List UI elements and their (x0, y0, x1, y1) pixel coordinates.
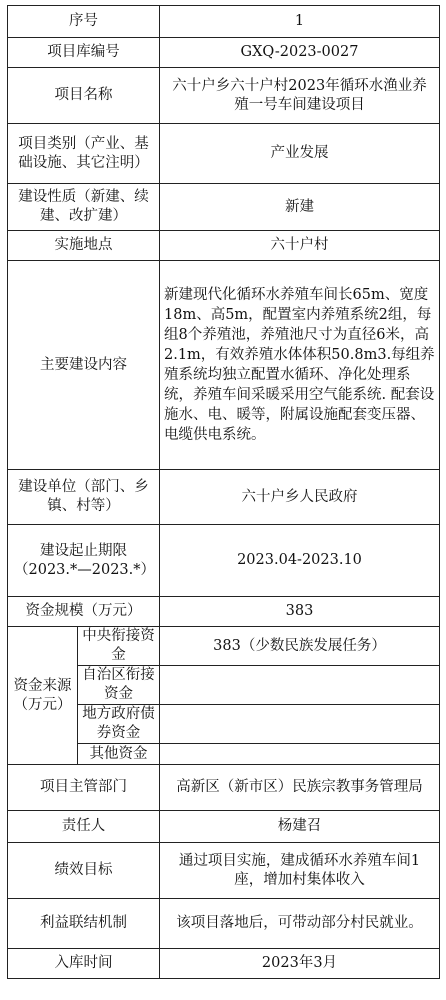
benefit-label: 利益联结机制 (8, 899, 160, 949)
funding-region-label: 自治区衔接资金 (78, 666, 160, 705)
content-label: 主要建设内容 (8, 261, 160, 470)
row-location (8, 231, 440, 261)
unit-label: 建设单位（部门、乡镇、村等） (8, 470, 160, 525)
funding-bond-value (160, 705, 440, 744)
seq-value: 1 (160, 6, 440, 38)
name-value: 六十户乡六十户村2023年循环水渔业养殖一号车间建设项目 (160, 68, 440, 124)
seq-label: 序号 (8, 6, 160, 38)
content-value: 新建现代化循环水养殖车间长65m、宽度18m、高5m，配置室内养殖系统2组，每组8个养殖池，养殖池尺寸为直径6米，高2.1m，有效养殖水体体积50.8m3.每组养 殖系统均独立配置水循环、净化处理系统，养殖车间采暖采用空气能系统. 配套设施水、电、暖等，附属设施配套变压器、电缆供电系统。 (160, 261, 440, 470)
funding-bond-label: 地方政府债券资金 (78, 705, 160, 744)
date-value: 2023年3月 (160, 949, 440, 979)
funding-region-value (160, 666, 440, 705)
person-label: 责任人 (8, 811, 160, 843)
category-value: 产业发展 (160, 124, 440, 184)
dept-label: 项目主管部门 (8, 765, 160, 811)
unit-value: 六十户乡人民政府 (160, 470, 440, 525)
dept-value: 高新区（新市区）民族宗教事务管理局 (160, 765, 440, 811)
row-funding-central (8, 627, 440, 666)
row-period (8, 525, 440, 597)
funding-other-value (160, 744, 440, 765)
period-label: 建设起止期限（2023.*—2023.*） (8, 525, 160, 597)
row-dept (8, 765, 440, 811)
scale-value: 383 (160, 597, 440, 627)
row-category (8, 124, 440, 184)
row-target (8, 843, 440, 899)
funding-label: 资金来源（万元） (8, 627, 78, 765)
benefit-value: 该项目落地后，可带动部分村民就业。 (160, 899, 440, 949)
date-label: 入库时间 (8, 949, 160, 979)
category-label: 项目类别（产业、基础设施、其它注明） (8, 124, 160, 184)
funding-other-label: 其他资金 (78, 744, 160, 765)
row-person (8, 811, 440, 843)
location-value: 六十户村 (160, 231, 440, 261)
row-date (8, 949, 440, 979)
row-scale (8, 597, 440, 627)
project-info-table (7, 5, 440, 979)
row-seq (8, 6, 440, 38)
target-value: 通过项目实施，建成循环水养殖车间1座，增加村集体收入 (160, 843, 440, 899)
row-nature (8, 184, 440, 231)
name-label: 项目名称 (8, 68, 160, 124)
code-value: GXQ-2023-0027 (160, 38, 440, 68)
code-label: 项目库编号 (8, 38, 160, 68)
row-name (8, 68, 440, 124)
funding-central-label: 中央衔接资金 (78, 627, 160, 666)
period-value: 2023.04-2023.10 (160, 525, 440, 597)
person-value: 杨建召 (160, 811, 440, 843)
funding-central-value: 383（少数民族发展任务） (160, 627, 440, 666)
target-label: 绩效目标 (8, 843, 160, 899)
location-label: 实施地点 (8, 231, 160, 261)
row-content (8, 261, 440, 470)
nature-value: 新建 (160, 184, 440, 231)
scale-label: 资金规模（万元） (8, 597, 160, 627)
row-code (8, 38, 440, 68)
row-unit (8, 470, 440, 525)
nature-label: 建设性质（新建、续建、改扩建） (8, 184, 160, 231)
row-benefit (8, 899, 440, 949)
